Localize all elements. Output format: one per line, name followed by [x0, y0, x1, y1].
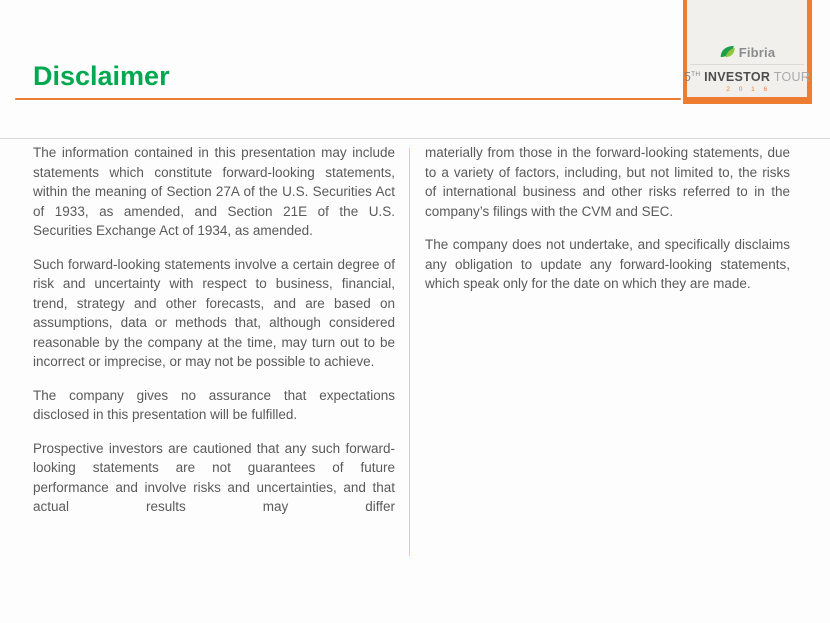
left-column [33, 143, 395, 531]
fibria-wordmark: Fibria [738, 44, 776, 60]
fibria-leaf-icon [719, 45, 736, 59]
event-tour-label: TOUR [773, 70, 811, 84]
paragraph: Such forward-looking statements involve a certain degree of risk and uncertainty with respect to business, financial, trend, strategy and other forecasts, and are based on assumptions, data or methods that, although considered reasonable by the company at the time, may turn out to be incorrect or imprecise, or may not be possible to achieve. [33, 256, 395, 369]
paragraph: The company does not undertake, and specifically disclaims any obligation to update any forward-looking statements, which speak only for the date on which they are made. [425, 237, 790, 291]
title-underline [15, 98, 681, 100]
event-investor-label: INVESTOR [704, 70, 771, 84]
page-title: Disclaimer [33, 61, 170, 91]
paragraph: materially from those in the forward-looking statements, due to a variety of factors, including, but not limited to, the risks of international business and other risks referred to in the company’s filings with the CVM and SEC. [425, 145, 790, 219]
event-ordinal: TH [691, 70, 701, 78]
paragraph: The company gives no assurance that expectations disclosed in this presentation will be fulfilled. [33, 387, 395, 422]
investor-tour-line [684, 68, 810, 84]
column-divider-line [409, 148, 410, 556]
paragraph: Prospective investors are cautioned that any such forward-looking statements are not guarantees of future performance and involve risks and uncertainties, and that actual results may differ [33, 440, 395, 514]
header-rule [0, 138, 830, 139]
event-year-label: 2 0 1 6 [726, 86, 771, 93]
fibria-brand-row [719, 45, 776, 60]
content-columns [33, 143, 790, 531]
investor-tour-logo-card [683, 0, 812, 104]
paragraph: The information contained in this presentation may include statements which constitute forward-looking statements, within the meaning of Section 27A of the U.S. Securities Act of 1933, as amended, and Section 21E of the U.S. Securities Exchange Act of 1934, as amended. [33, 145, 395, 238]
logo-divider-line [690, 64, 804, 65]
event-number: 5 [683, 70, 692, 84]
right-column [425, 143, 790, 531]
